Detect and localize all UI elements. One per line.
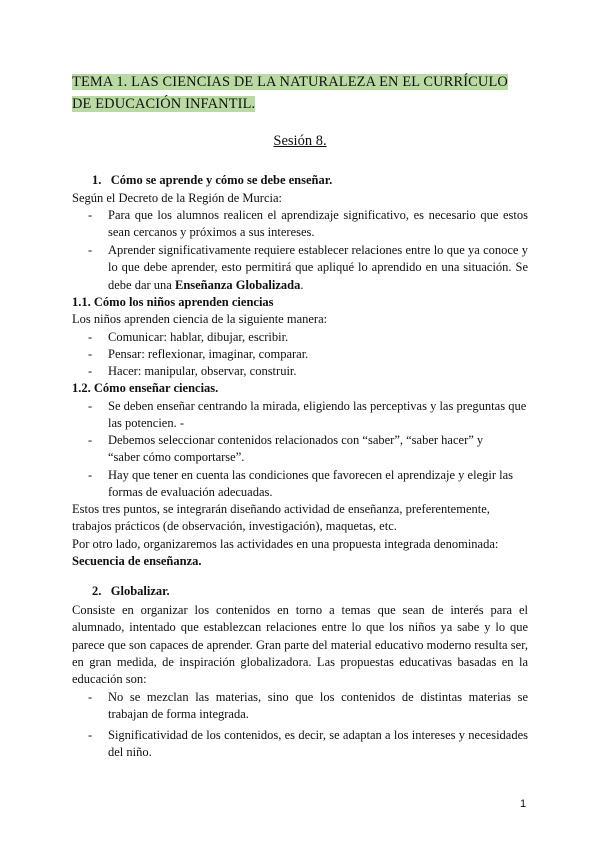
section-2-number: 2. (92, 584, 102, 598)
list-item-text: Comunicar: hablar, dibujar, escribir. (108, 330, 289, 344)
session-heading: Sesión 8. (273, 133, 327, 149)
paragraph: Por otro lado, organizaremos las actividades en una propuesta integrada denominada: Secuencia de enseñanza. (72, 537, 499, 569)
section-2-heading (92, 583, 170, 600)
list-item-text: Para que los alumnos realicen el aprendizaje significativo, es necesario que estos sean cercanos y próximos a sus intereses. (108, 208, 528, 240)
list-item (88, 242, 528, 294)
list-item-text: Significatividad de los contenidos, es decir, se adaptan a los intereses y necesidades del niño. (108, 728, 528, 760)
list-item-text: Hacer: manipular, observar, construir. (108, 364, 297, 378)
title-line-2: DE EDUCACIÓN INFANTIL. (72, 96, 256, 112)
list-item-text: Debemos seleccionar contenidos relacionados con “saber”, “saber hacer” y “saber cómo comportarse”. (108, 433, 484, 465)
bold-term: Enseñanza Globalizada (174, 277, 301, 292)
bullet-dash: - (88, 364, 93, 378)
bullet-dash: - (88, 347, 93, 361)
section-1-title: Cómo se aprende y cómo se debe enseñar. (110, 173, 333, 187)
list-item (88, 207, 528, 243)
subsection-1-1-intro: Los niños aprenden ciencia de la siguiente manera: (72, 312, 328, 326)
bullet-dash: - (88, 690, 93, 704)
section-1-heading (92, 172, 332, 189)
bullet-dash: - (88, 330, 93, 344)
list-item-text: No se mezclan las materias, sino que los contenidos de distintas materias se trabajan de forma integrada. (108, 690, 528, 722)
section-1-intro: Según el Decreto de la Región de Murcia: (72, 191, 282, 205)
bullet-dash: - (88, 208, 93, 222)
bullet-dash: - (88, 468, 93, 482)
list-item-text: Pensar: reflexionar, imaginar, comparar. (108, 347, 309, 361)
bullet-dash: - (88, 399, 93, 413)
paragraph: Estos tres puntos, se integrarán diseñando actividad de enseñanza, preferentemente, trabajos prácticos (de observación, investigación), maquetas, etc. (72, 502, 490, 534)
section-1-number: 1. (92, 173, 102, 187)
list-item-text: Se deben enseñar centrando la mirada, eligiendo las perceptivas y las preguntas que las potencien. - (108, 399, 527, 431)
section-2-title: Globalizar. (110, 584, 170, 598)
paragraph: Consiste en organizar los contenidos en torno a temas que sean de interés para el alumnado, intentado que establezcan relaciones entre lo que los niños ya sabe y lo que parece que son capaces de aprender. Gran parte del material educativo moderno resulta ser, en gran medida, de inspiración globalizadora. Las propuestas educativas basadas en la educación son: (72, 603, 528, 687)
bullet-dash: - (88, 728, 93, 742)
title-line-1: TEMA 1. LAS CIENCIAS DE LA NATURALEZA EN EL CURRÍCULO (72, 74, 508, 90)
subsection-1-1-heading: 1.1. Cómo los niños aprenden ciencias (72, 295, 274, 309)
page-number: 1 (520, 798, 527, 810)
list-item-text: Hay que tener en cuenta las condiciones que favorecen el aprendizaje y elegir las formas de evaluación adecuadas. (108, 468, 514, 500)
bullet-dash: - (88, 243, 93, 257)
subsection-1-2-heading: 1.2. Cómo enseñar ciencias. (72, 381, 219, 395)
bold-term: Secuencia de enseñanza. (72, 554, 202, 569)
bullet-dash: - (88, 433, 93, 447)
document-title (72, 71, 532, 115)
list-item-text: Aprender significativamente requiere establecer relaciones entre lo que ya conoce y lo que debe aprender, esto permitirá que apliqué lo aprendido en una situación. Se debe dar una Enseñanza Globalizada. (108, 243, 528, 292)
